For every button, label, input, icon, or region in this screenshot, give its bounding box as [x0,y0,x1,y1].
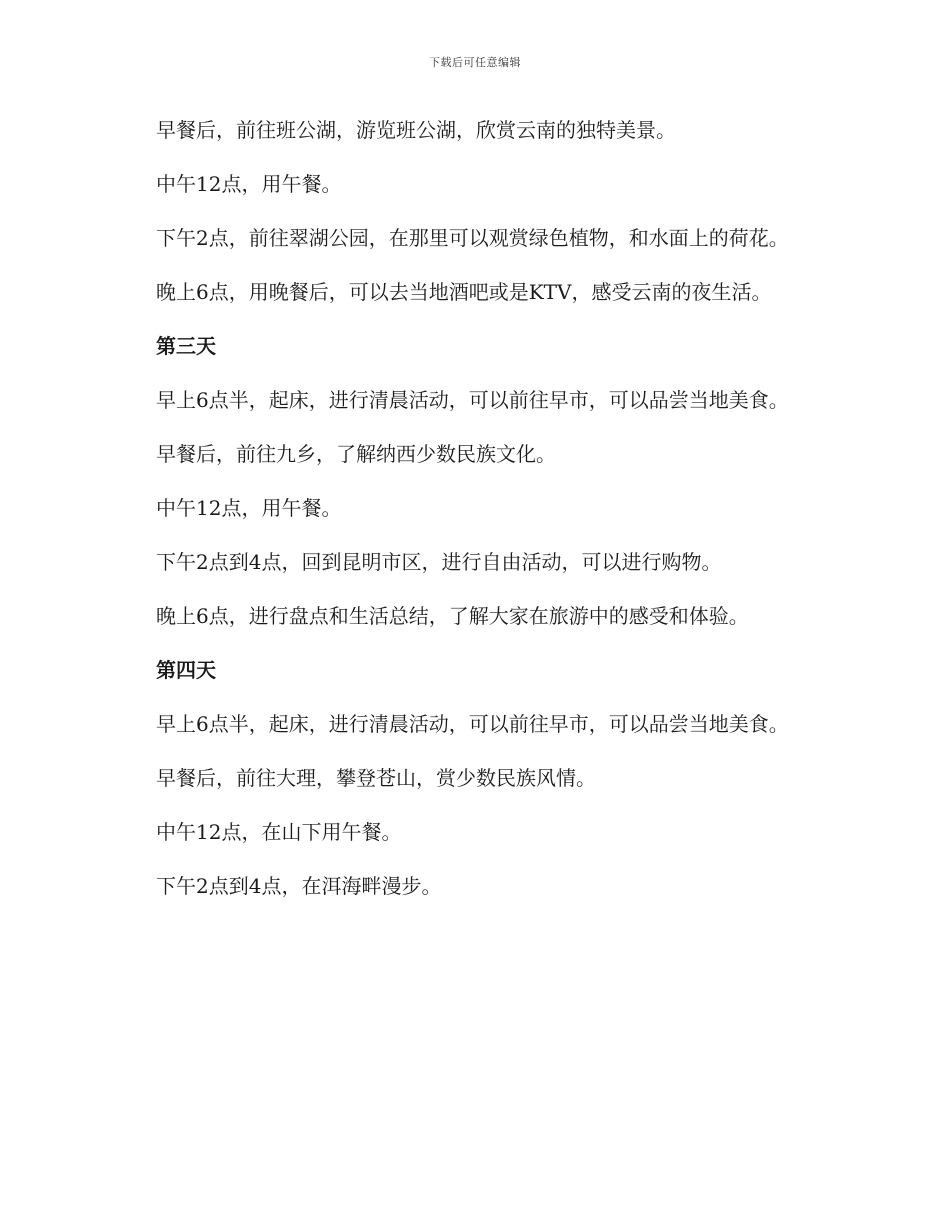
paragraph: 早餐后，前往大理，攀登苍山，赏少数民族风情。 [156,766,596,790]
paragraph: 中午12点，用午餐。 [156,172,342,196]
day-heading: 第三天 [156,334,216,358]
paragraph: 早餐后，前往班公湖，游览班公湖，欣赏云南的独特美景。 [156,118,676,142]
paragraph: 早上6点半，起床，进行清晨活动，可以前往早市，可以品尝当地美食。 [156,388,789,412]
paragraph: 下午2点到4点，在洱海畔漫步。 [156,874,442,898]
paragraph: 晚上6点，用晚餐后，可以去当地酒吧或是KTV，感受云南的夜生活。 [156,280,772,304]
paragraph: 中午12点，在山下用午餐。 [156,820,402,844]
paragraph: 晚上6点，进行盘点和生活总结，了解大家在旅游中的感受和体验。 [156,604,749,628]
document-body [112,110,832,920]
paragraph: 中午12点，用午餐。 [156,496,342,520]
paragraph: 下午2点到4点，回到昆明市区，进行自由活动，可以进行购物。 [156,550,722,574]
paragraph: 早上6点半，起床，进行清晨活动，可以前往早市，可以品尝当地美食。 [156,712,789,736]
paragraph: 下午2点，前往翠湖公园，在那里可以观赏绿色植物，和水面上的荷花。 [156,226,789,250]
day-heading: 第四天 [156,658,216,682]
paragraph: 早餐后，前往九乡，了解纳西少数民族文化。 [156,442,556,466]
page-header: 下载后可任意编辑 [429,56,521,69]
